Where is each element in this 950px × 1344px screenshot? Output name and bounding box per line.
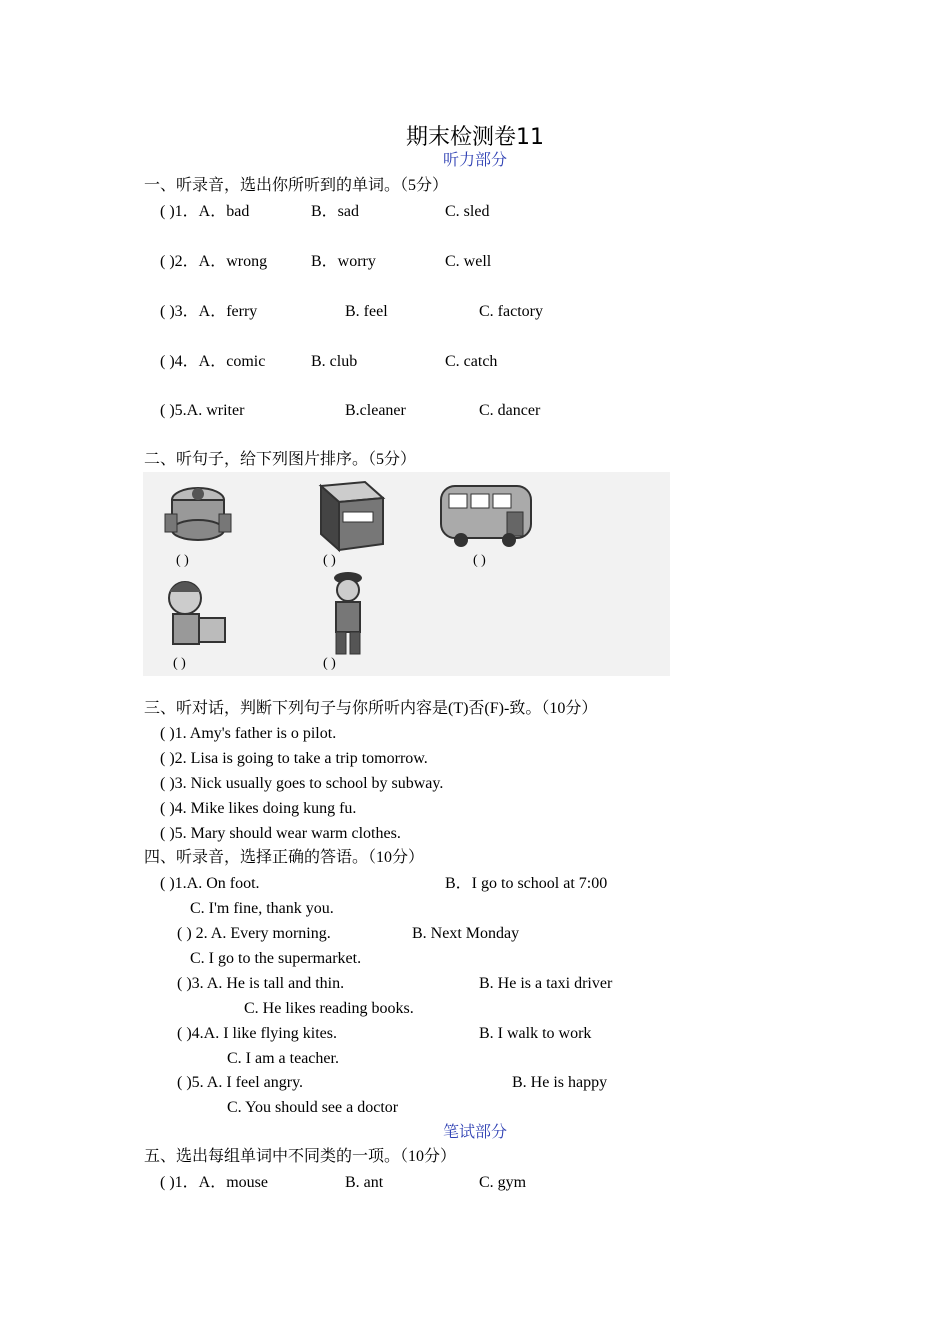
picture-panel [143, 472, 670, 676]
q4-item-5-b: B. He is happy [512, 1074, 608, 1091]
q4-item-3-b: B. He is a taxi driver [479, 975, 613, 992]
q5-item-1-b: B. ant [345, 1174, 384, 1191]
q1-item-3-a: ( )3．A．ferry [160, 303, 258, 320]
q1-item-3-b: B. feel [345, 303, 388, 320]
q1-item-5-b: B.cleaner [345, 402, 406, 419]
cake-icon [165, 488, 231, 540]
paren-3: ( ) [473, 553, 486, 568]
q4-item-1-a: ( )1.A. On foot. [160, 875, 260, 892]
q1-item-4-a: ( )4．A．comic [160, 353, 266, 370]
paren-4: ( ) [173, 656, 186, 671]
q1-item-5-c: C. dancer [479, 402, 541, 419]
q3-heading: 三、听对话，判断下列句子与你所听内容是(T)否(F)-致。（10分） [144, 700, 598, 717]
q4-item-4-c: C. I am a teacher. [227, 1050, 339, 1067]
q1-item-4-c: C. catch [445, 353, 498, 370]
writing-section-header: 笔试部分 [442, 1124, 507, 1141]
q1-item-1-a: ( )1．A．bad [160, 203, 250, 220]
q5-item-1-c: C. gym [479, 1174, 527, 1191]
boy-icon [169, 582, 225, 644]
q3-item-1: ( )1. Amy's father is o pilot. [160, 725, 337, 742]
q3-item-5: ( )5. Mary should wear warm clothes. [160, 825, 401, 842]
q4-item-2-a: ( ) 2. A. Every morning. [177, 925, 331, 942]
q2-heading: 二、听句子，给下列图片排序。（5分） [144, 451, 417, 468]
listening-section-header: 听力部分 [442, 152, 507, 169]
q4-item-3-c: C. He likes reading books. [244, 1000, 414, 1017]
q1-item-1-c: C. sled [445, 203, 490, 220]
q4-item-3-a: ( )3. A. He is tall and thin. [177, 975, 345, 992]
paren-5: ( ) [323, 656, 336, 671]
q1-item-2-b: B．worry [311, 253, 376, 270]
q4-item-2-b: B. Next Monday [412, 925, 520, 942]
q5-item-1-a: ( )1．A．mouse [160, 1174, 268, 1191]
q4-item-5-a: ( )5. A. I feel angry. [177, 1074, 304, 1091]
book-icon [321, 482, 383, 550]
q1-item-2-a: ( )2．A．wrong [160, 253, 268, 270]
q3-item-4: ( )4. Mike likes doing kung fu. [160, 800, 357, 817]
paren-2: ( ) [323, 553, 336, 568]
q1-item-1-b: B．sad [311, 203, 360, 220]
paren-1: ( ) [176, 553, 189, 568]
q4-item-2-c: C. I go to the supermarket. [190, 950, 362, 967]
q1-heading: 一、听录音，选出你所听到的单词。（5分） [144, 177, 449, 194]
bus-icon [441, 486, 531, 547]
page-title: 期末检测卷11 [406, 125, 544, 150]
q4-item-4-b: B. I walk to work [479, 1025, 592, 1042]
q4-item-1-c: C. I'm fine, thank you. [190, 900, 334, 917]
q4-heading: 四、听录音，选择正确的答语。（10分） [144, 849, 425, 866]
q1-item-3-c: C. factory [479, 303, 543, 320]
q4-item-4-a: ( )4.A. I like flying kites. [177, 1025, 337, 1042]
q5-heading: 五、选出每组单词中不同类的一项。（10分） [144, 1148, 457, 1165]
q4-item-5-c: C. You should see a doctor [227, 1099, 399, 1116]
q3-item-2: ( )2. Lisa is going to take a trip tomorrow. [160, 750, 428, 767]
policeman-icon [334, 572, 362, 654]
q3-item-3: ( )3. Nick usually goes to school by subway. [160, 775, 444, 792]
q1-item-5-a: ( )5.A. writer [160, 402, 245, 419]
q4-item-1-b: B．I go to school at 7:00 [445, 875, 608, 892]
q1-item-4-b: B. club [311, 353, 358, 370]
q1-item-2-c: C. well [445, 253, 492, 270]
